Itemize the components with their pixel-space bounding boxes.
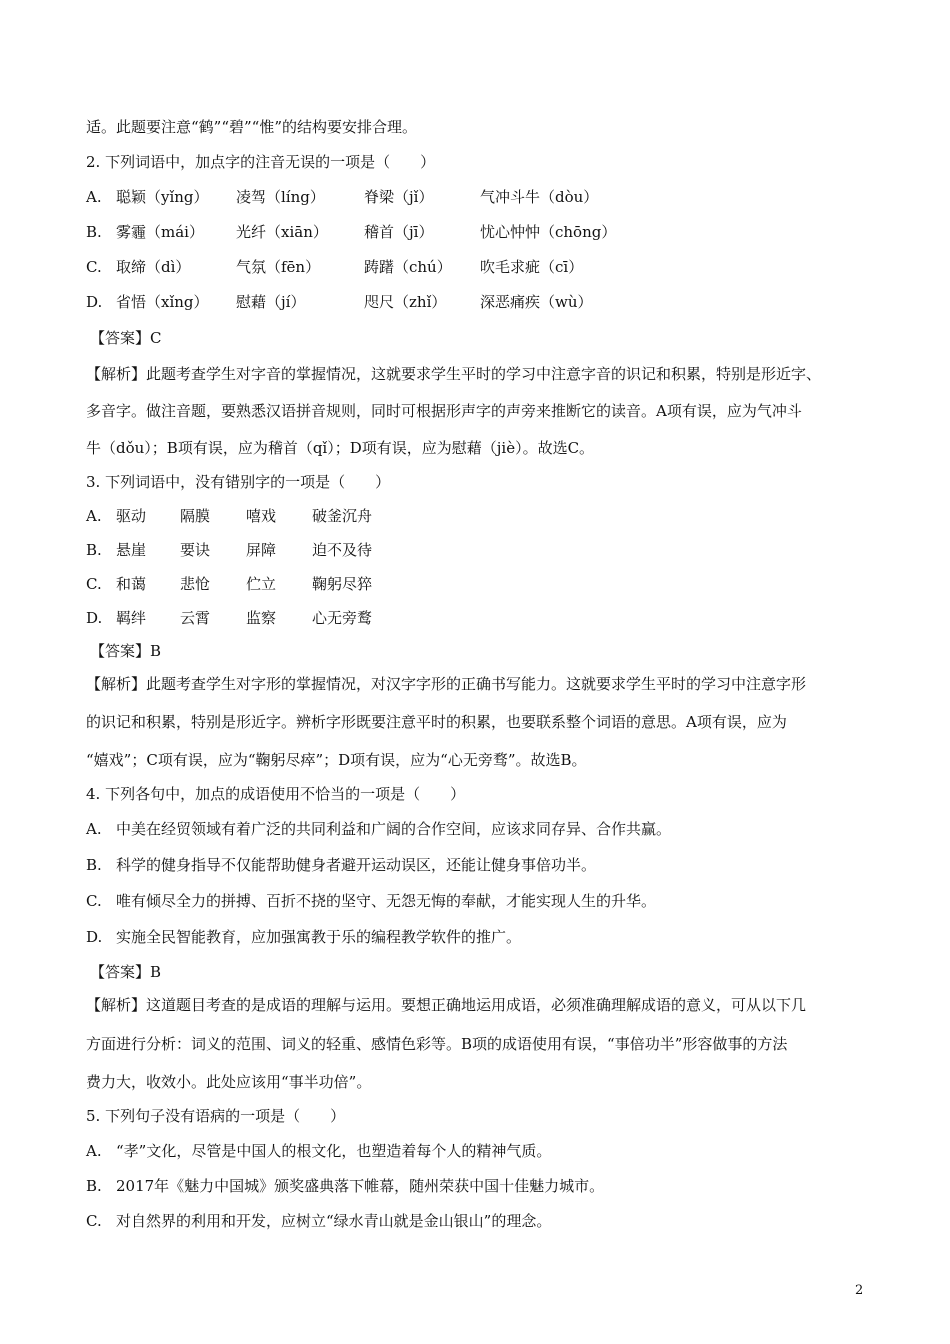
q2-option-b	[86, 222, 617, 242]
option-word: 屏障	[246, 541, 277, 559]
q3-option-b	[86, 540, 373, 560]
intro-line: 适。此题要注意“鹤”“碧”“惟”的结构要安排合理。	[86, 118, 418, 136]
option-word: 踌躇（chú）	[364, 258, 452, 276]
q5-stem: 5. 下列句子没有语病的一项是（ ）	[86, 1107, 346, 1125]
option-word: 伫立	[246, 575, 277, 593]
q3-option-d	[86, 608, 373, 628]
option-text: 实施全民智能教育，应加强寓教于乐的编程教学软件的推广。	[116, 928, 522, 946]
option-letter: B.	[86, 1177, 102, 1195]
option-letter: C.	[86, 892, 102, 910]
option-word: 悲怆	[180, 575, 211, 593]
option-letter: A.	[86, 820, 102, 838]
option-text: 唯有倾尽全力的拼搏、百折不挠的坚守、无怨无悔的奉献，才能实现人生的升华。	[116, 892, 657, 910]
option-letter: A.	[86, 188, 102, 206]
option-word: 吹毛求疵（cī）	[480, 258, 584, 276]
option-letter: B.	[86, 856, 102, 874]
option-word: 凌驾（líng）	[236, 188, 325, 206]
q4-stem: 4. 下列各句中，加点的成语使用不恰当的一项是（ ）	[86, 785, 466, 803]
q2-analysis-line: 牛（dǒu）；B项有误，应为稽首（qǐ）；D项有误，应为慰藉（jiè）。故选C。	[86, 439, 595, 457]
q5-option-b	[86, 1176, 604, 1196]
option-word: 忧心忡忡（chōng）	[480, 223, 617, 241]
option-word: 心无旁鹜	[312, 609, 373, 627]
q4-option-a	[86, 819, 671, 839]
option-word: 咫尺（zhǐ）	[364, 293, 447, 311]
option-word: 要诀	[180, 541, 211, 559]
option-letter: C.	[86, 258, 102, 276]
option-letter: D.	[86, 928, 103, 946]
option-word: 驱动	[116, 507, 147, 525]
q4-analysis-line: 【解析】这道题目考查的是成语的理解与运用。要想正确地运用成语，必须准确理解成语的意义，可从以下几	[86, 996, 807, 1014]
q2-stem: 2. 下列词语中，加点字的注音无误的一项是（ ）	[86, 153, 436, 171]
q3-answer: 【答案】B	[90, 642, 162, 660]
option-letter: D.	[86, 293, 103, 311]
option-word: 破釜沉舟	[312, 507, 373, 525]
q5-option-c	[86, 1211, 551, 1231]
option-word: 取缔（dì）	[116, 258, 191, 276]
q5-option-a	[86, 1141, 551, 1161]
q4-option-c	[86, 891, 656, 911]
q4-analysis-line: 费力大，收效小。此处应该用“事半功倍”。	[86, 1073, 372, 1091]
q2-analysis-line: 多音字。做注音题，要熟悉汉语拼音规则，同时可根据形声字的声旁来推断它的读音。A项有误，应为气冲斗	[86, 402, 802, 420]
option-word: 羁绊	[116, 609, 147, 627]
q4-answer: 【答案】B	[90, 963, 162, 981]
option-word: 稽首（jī）	[364, 223, 434, 241]
option-letter: D.	[86, 609, 103, 627]
option-word: 迫不及待	[312, 541, 373, 559]
q3-option-a	[86, 506, 373, 526]
option-word: 光纤（xiān）	[236, 223, 328, 241]
q4-option-d	[86, 927, 521, 947]
option-letter: A.	[86, 507, 102, 525]
q3-option-c	[86, 574, 373, 594]
option-word: 监察	[246, 609, 277, 627]
option-word: 鞠躬尽猝	[312, 575, 373, 593]
q2-option-c	[86, 257, 584, 277]
q4-option-b	[86, 855, 596, 875]
option-letter: C.	[86, 575, 102, 593]
option-word: 聪颖（yǐng）	[116, 188, 209, 206]
option-letter: C.	[86, 1212, 102, 1230]
q4-analysis-line: 方面进行分析：词义的范围、词义的轻重、感情色彩等。B项的成语使用有误，“事倍功半”形容做事的方法	[86, 1035, 788, 1053]
option-letter: A.	[86, 1142, 102, 1160]
option-word: 气氛（fēn）	[236, 258, 321, 276]
option-word: 脊梁（jǐ）	[364, 188, 434, 206]
q3-stem: 3. 下列词语中，没有错别字的一项是（ ）	[86, 473, 391, 491]
q2-option-d	[86, 292, 593, 312]
option-text: 对自然界的利用和开发，应树立“绿水青山就是金山银山”的理念。	[116, 1212, 552, 1230]
option-word: 和蔼	[116, 575, 147, 593]
option-word: 省悟（xǐng）	[116, 293, 209, 311]
option-letter: B.	[86, 541, 102, 559]
q3-analysis-line: 【解析】此题考查学生对字形的掌握情况，对汉字字形的正确书写能力。这就要求学生平时的学习中注意字形	[86, 675, 807, 693]
option-word: 深恶痛疾（wù）	[480, 293, 593, 311]
option-text: 中美在经贸领域有着广泛的共同利益和广阔的合作空间，应该求同存异、合作共赢。	[116, 820, 672, 838]
q3-analysis-line: “嬉戏”；C项有误，应为“鞠躬尽瘁”；D项有误，应为“心无旁骛”。故选B。	[86, 751, 587, 769]
option-word: 慰藉（jí）	[236, 293, 306, 311]
q2-analysis-line: 【解析】此题考查学生对字音的掌握情况，这就要求学生平时的学习中注意字音的识记和积累，特别是形近字、	[86, 365, 822, 383]
option-word: 嘻戏	[246, 507, 277, 525]
q3-analysis-line: 的识记和积累，特别是形近字。辨析字形既要注意平时的积累，也要联系整个词语的意思。A项有误，应为	[86, 713, 787, 731]
option-text: 科学的健身指导不仅能帮助健身者避开运动误区，还能让健身事倍功半。	[116, 856, 597, 874]
option-text: 2017年《魅力中国城》颁奖盛典落下帷幕，随州荣获中国十佳魅力城市。	[116, 1177, 605, 1195]
option-letter: B.	[86, 223, 102, 241]
q2-option-a	[86, 187, 599, 207]
option-text: “孝”文化，尽管是中国人的根文化，也塑造着每个人的精神气质。	[116, 1142, 552, 1160]
option-word: 悬崖	[116, 541, 147, 559]
option-word: 云霄	[180, 609, 211, 627]
q2-answer: 【答案】C	[90, 329, 162, 347]
option-word: 隔膜	[180, 507, 211, 525]
option-word: 气冲斗牛（dòu）	[480, 188, 599, 206]
option-word: 雾霾（mái）	[116, 223, 204, 241]
page-number: 2	[855, 1283, 864, 1298]
